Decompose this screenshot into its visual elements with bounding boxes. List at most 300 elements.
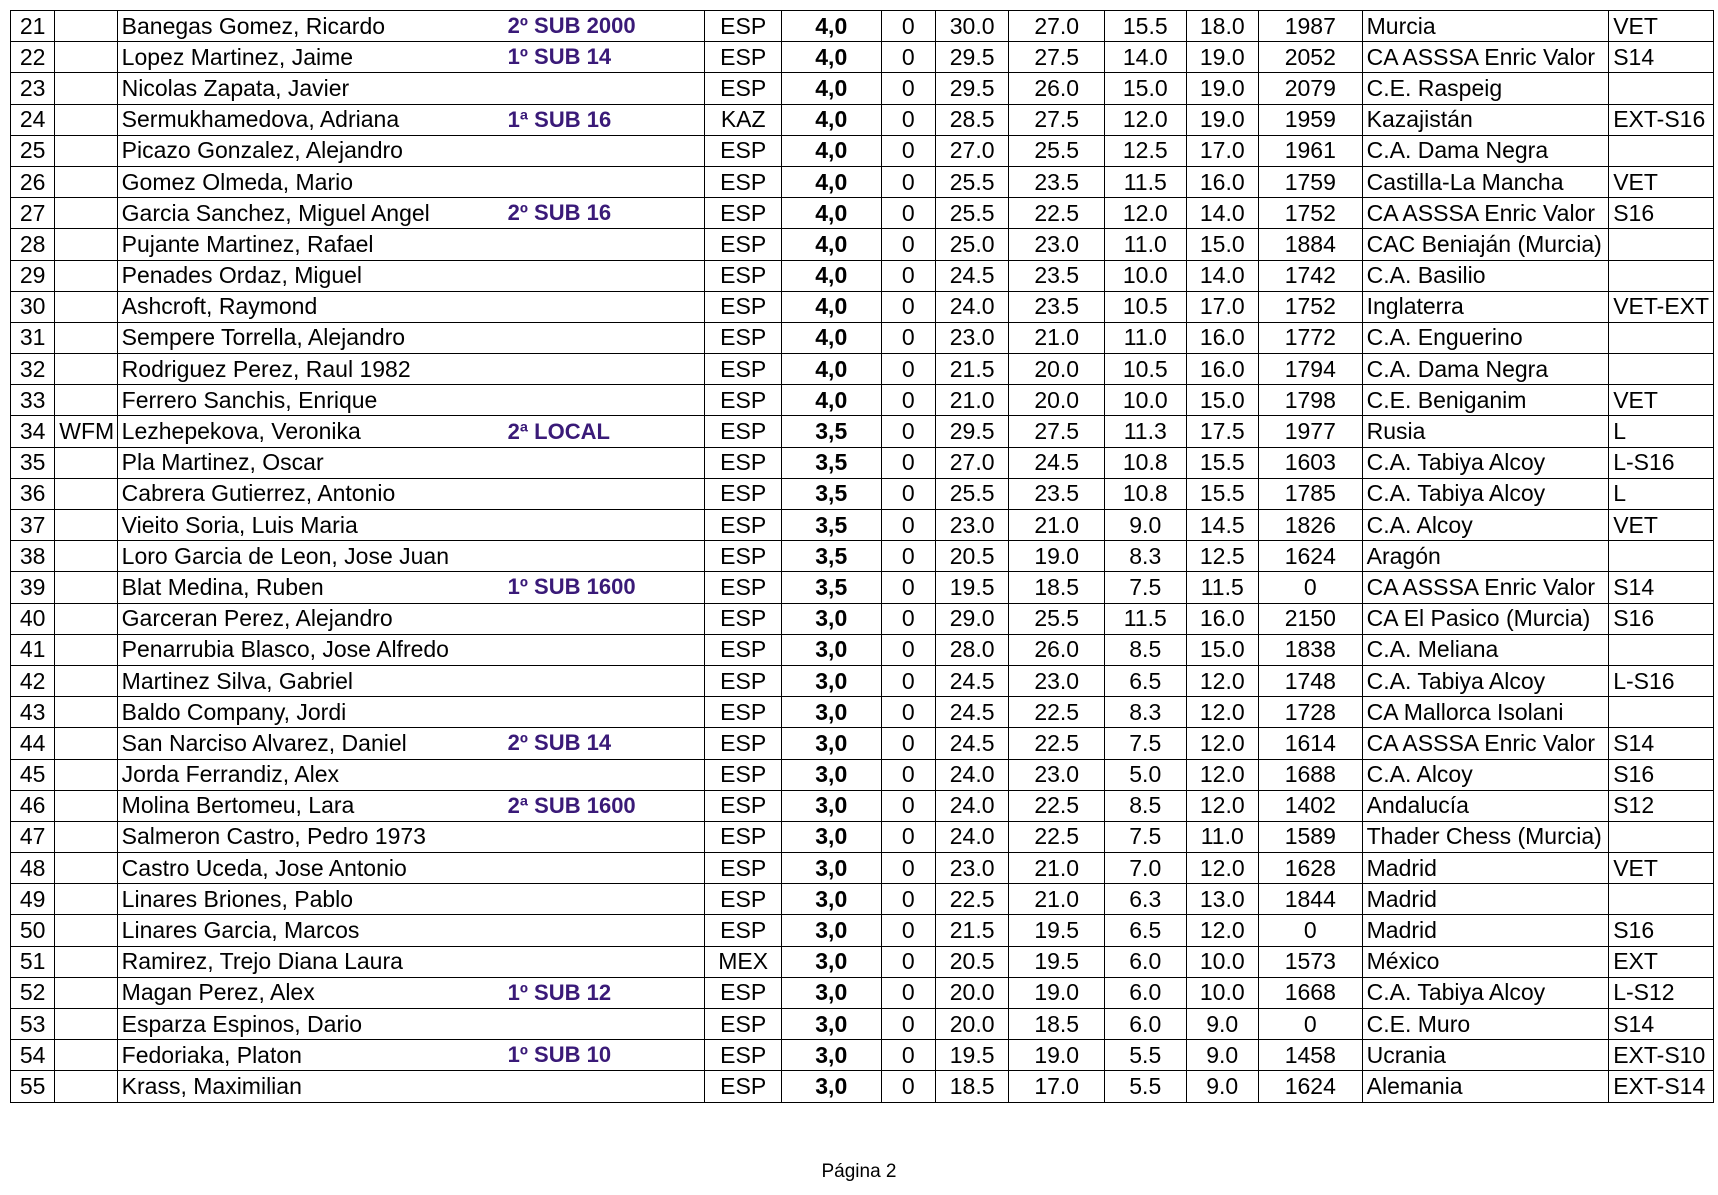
- points-cell: 4,0: [781, 322, 881, 353]
- federation-cell: ESP: [705, 135, 781, 166]
- name-cell: [117, 697, 705, 728]
- rating-cell: 1844: [1258, 884, 1362, 915]
- points-cell: 3,0: [781, 728, 881, 759]
- federation-cell: ESP: [705, 291, 781, 322]
- rating-cell: 1759: [1258, 166, 1362, 197]
- club-cell: CA ASSSA Enric Valor: [1362, 572, 1609, 603]
- title-cell: [55, 354, 117, 385]
- tiebreak-4-cell: 15.5: [1186, 478, 1258, 509]
- rank-cell: 25: [11, 135, 55, 166]
- tiebreak-3-cell: 14.0: [1105, 42, 1187, 73]
- tiebreak-2-cell: 23.5: [1009, 478, 1105, 509]
- category-cell: VET-EXT: [1609, 291, 1714, 322]
- rank-cell: 45: [11, 759, 55, 790]
- score-zero-cell: 0: [881, 603, 935, 634]
- score-zero-cell: 0: [881, 728, 935, 759]
- player-name: Linares Garcia, Marcos: [121, 917, 360, 944]
- club-cell: Madrid: [1362, 915, 1609, 946]
- rating-cell: 0: [1258, 1009, 1362, 1040]
- score-zero-cell: 0: [881, 665, 935, 696]
- tiebreak-4-cell: 9.0: [1186, 1009, 1258, 1040]
- tiebreak-2-cell: 23.5: [1009, 260, 1105, 291]
- tiebreak-1-cell: 29.5: [935, 42, 1008, 73]
- rating-cell: 1987: [1258, 11, 1362, 42]
- score-zero-cell: 0: [881, 447, 935, 478]
- player-name: Pla Martinez, Oscar: [121, 449, 324, 476]
- federation-cell: MEX: [705, 946, 781, 977]
- tiebreak-3-cell: 10.8: [1105, 447, 1187, 478]
- tiebreak-4-cell: 19.0: [1186, 73, 1258, 104]
- rank-cell: 42: [11, 665, 55, 696]
- score-zero-cell: 0: [881, 572, 935, 603]
- table-row: [11, 104, 1714, 135]
- category-cell: VET: [1609, 853, 1714, 884]
- score-zero-cell: 0: [881, 135, 935, 166]
- tiebreak-2-cell: 22.5: [1009, 697, 1105, 728]
- tiebreak-3-cell: 15.0: [1105, 73, 1187, 104]
- tiebreak-1-cell: 24.5: [935, 260, 1008, 291]
- club-cell: Murcia: [1362, 11, 1609, 42]
- score-zero-cell: 0: [881, 915, 935, 946]
- club-cell: CA Mallorca Isolani: [1362, 697, 1609, 728]
- tiebreak-1-cell: 25.5: [935, 478, 1008, 509]
- table-row: [11, 728, 1714, 759]
- rating-cell: 1624: [1258, 541, 1362, 572]
- club-cell: Madrid: [1362, 853, 1609, 884]
- club-cell: CAC Beniaján (Murcia): [1362, 229, 1609, 260]
- rating-cell: 2079: [1258, 73, 1362, 104]
- tiebreak-4-cell: 16.0: [1186, 354, 1258, 385]
- score-zero-cell: 0: [881, 759, 935, 790]
- federation-cell: ESP: [705, 665, 781, 696]
- title-cell: [55, 42, 117, 73]
- tiebreak-2-cell: 22.5: [1009, 198, 1105, 229]
- score-zero-cell: 0: [881, 853, 935, 884]
- rank-cell: 40: [11, 603, 55, 634]
- tiebreak-4-cell: 17.0: [1186, 135, 1258, 166]
- rank-cell: 48: [11, 853, 55, 884]
- tiebreak-2-cell: 21.0: [1009, 853, 1105, 884]
- name-cell: [117, 322, 705, 353]
- points-cell: 4,0: [781, 42, 881, 73]
- score-zero-cell: 0: [881, 104, 935, 135]
- federation-cell: ESP: [705, 11, 781, 42]
- tiebreak-4-cell: 12.0: [1186, 853, 1258, 884]
- name-cell: [117, 510, 705, 541]
- rating-cell: 1458: [1258, 1040, 1362, 1071]
- table-row: [11, 73, 1714, 104]
- federation-cell: ESP: [705, 634, 781, 665]
- player-name: Garcia Sanchez, Miguel Angel: [121, 199, 430, 226]
- tiebreak-2-cell: 18.5: [1009, 572, 1105, 603]
- category-cell: S16: [1609, 759, 1714, 790]
- rank-cell: 23: [11, 73, 55, 104]
- score-zero-cell: 0: [881, 198, 935, 229]
- tiebreak-3-cell: 10.0: [1105, 260, 1187, 291]
- rank-cell: 49: [11, 884, 55, 915]
- rank-cell: 36: [11, 478, 55, 509]
- table-row: [11, 229, 1714, 260]
- tiebreak-2-cell: 20.0: [1009, 385, 1105, 416]
- category-cell: [1609, 634, 1714, 665]
- tiebreak-1-cell: 19.5: [935, 572, 1008, 603]
- title-cell: WFM: [55, 416, 117, 447]
- points-cell: 3,0: [781, 1071, 881, 1102]
- tiebreak-1-cell: 23.0: [935, 853, 1008, 884]
- tiebreak-4-cell: 10.0: [1186, 977, 1258, 1008]
- title-cell: [55, 291, 117, 322]
- prize-label: 1º SUB 1600: [507, 574, 636, 600]
- points-cell: 3,0: [781, 1009, 881, 1040]
- tiebreak-3-cell: 11.3: [1105, 416, 1187, 447]
- title-cell: [55, 665, 117, 696]
- rating-cell: 1603: [1258, 447, 1362, 478]
- name-cell: [117, 1071, 705, 1102]
- table-row: [11, 1040, 1714, 1071]
- title-cell: [55, 1040, 117, 1071]
- tiebreak-3-cell: 8.3: [1105, 697, 1187, 728]
- title-cell: [55, 11, 117, 42]
- table-row: [11, 759, 1714, 790]
- table-row: [11, 42, 1714, 73]
- tiebreak-3-cell: 7.5: [1105, 728, 1187, 759]
- player-name: Pujante Martinez, Rafael: [121, 230, 374, 257]
- rank-cell: 55: [11, 1071, 55, 1102]
- tiebreak-2-cell: 24.5: [1009, 447, 1105, 478]
- club-cell: C.A. Meliana: [1362, 634, 1609, 665]
- rating-cell: 1748: [1258, 665, 1362, 696]
- prize-label: 2ª LOCAL: [507, 418, 610, 444]
- tiebreak-4-cell: 19.0: [1186, 104, 1258, 135]
- category-cell: [1609, 884, 1714, 915]
- points-cell: 3,0: [781, 1040, 881, 1071]
- title-cell: [55, 322, 117, 353]
- table-row: [11, 354, 1714, 385]
- rank-cell: 53: [11, 1009, 55, 1040]
- tiebreak-1-cell: 21.5: [935, 915, 1008, 946]
- tiebreak-2-cell: 18.5: [1009, 1009, 1105, 1040]
- points-cell: 3,5: [781, 478, 881, 509]
- club-cell: C.A. Alcoy: [1362, 759, 1609, 790]
- federation-cell: ESP: [705, 322, 781, 353]
- title-cell: [55, 1009, 117, 1040]
- prize-label: 1º SUB 12: [507, 979, 612, 1005]
- federation-cell: ESP: [705, 1040, 781, 1071]
- tiebreak-2-cell: 23.0: [1009, 665, 1105, 696]
- rating-cell: 1742: [1258, 260, 1362, 291]
- table-row: [11, 884, 1714, 915]
- rating-cell: 1573: [1258, 946, 1362, 977]
- tiebreak-3-cell: 6.3: [1105, 884, 1187, 915]
- category-cell: S14: [1609, 1009, 1714, 1040]
- tiebreak-1-cell: 24.0: [935, 821, 1008, 852]
- rating-cell: 2052: [1258, 42, 1362, 73]
- club-cell: Rusia: [1362, 416, 1609, 447]
- table-row: [11, 697, 1714, 728]
- rank-cell: 26: [11, 166, 55, 197]
- tiebreak-4-cell: 15.0: [1186, 385, 1258, 416]
- club-cell: Kazajistán: [1362, 104, 1609, 135]
- federation-cell: ESP: [705, 447, 781, 478]
- prize-label: 1º SUB 14: [507, 44, 612, 70]
- tiebreak-1-cell: 20.0: [935, 977, 1008, 1008]
- rank-cell: 31: [11, 322, 55, 353]
- rating-cell: 1826: [1258, 510, 1362, 541]
- points-cell: 3,5: [781, 416, 881, 447]
- score-zero-cell: 0: [881, 291, 935, 322]
- tiebreak-1-cell: 25.0: [935, 229, 1008, 260]
- name-cell: [117, 759, 705, 790]
- rating-cell: 1728: [1258, 697, 1362, 728]
- rank-cell: 50: [11, 915, 55, 946]
- rank-cell: 47: [11, 821, 55, 852]
- tiebreak-1-cell: 24.5: [935, 665, 1008, 696]
- table-row: [11, 572, 1714, 603]
- name-cell: [117, 11, 705, 42]
- tiebreak-3-cell: 12.0: [1105, 104, 1187, 135]
- table-row: [11, 1009, 1714, 1040]
- federation-cell: ESP: [705, 728, 781, 759]
- table-row: [11, 603, 1714, 634]
- points-cell: 4,0: [781, 73, 881, 104]
- tiebreak-1-cell: 29.5: [935, 73, 1008, 104]
- category-cell: VET: [1609, 166, 1714, 197]
- score-zero-cell: 0: [881, 385, 935, 416]
- score-zero-cell: 0: [881, 634, 935, 665]
- tiebreak-3-cell: 11.5: [1105, 603, 1187, 634]
- score-zero-cell: 0: [881, 229, 935, 260]
- tiebreak-1-cell: 24.0: [935, 291, 1008, 322]
- federation-cell: ESP: [705, 915, 781, 946]
- score-zero-cell: 0: [881, 697, 935, 728]
- tiebreak-2-cell: 20.0: [1009, 354, 1105, 385]
- federation-cell: ESP: [705, 510, 781, 541]
- club-cell: C.A. Tabiya Alcoy: [1362, 478, 1609, 509]
- player-name: Banegas Gomez, Ricardo: [121, 12, 386, 39]
- score-zero-cell: 0: [881, 977, 935, 1008]
- tiebreak-4-cell: 17.5: [1186, 416, 1258, 447]
- category-cell: S16: [1609, 915, 1714, 946]
- tiebreak-2-cell: 22.5: [1009, 790, 1105, 821]
- rating-cell: 1614: [1258, 728, 1362, 759]
- category-cell: [1609, 229, 1714, 260]
- title-cell: [55, 728, 117, 759]
- name-cell: [117, 884, 705, 915]
- player-name: Salmeron Castro, Pedro 1973: [121, 823, 426, 850]
- rating-cell: 1772: [1258, 322, 1362, 353]
- tiebreak-3-cell: 10.0: [1105, 385, 1187, 416]
- rank-cell: 44: [11, 728, 55, 759]
- rank-cell: 29: [11, 260, 55, 291]
- tiebreak-3-cell: 11.0: [1105, 322, 1187, 353]
- tiebreak-2-cell: 22.5: [1009, 821, 1105, 852]
- tiebreak-1-cell: 20.5: [935, 946, 1008, 977]
- tiebreak-2-cell: 23.0: [1009, 229, 1105, 260]
- tiebreak-3-cell: 5.0: [1105, 759, 1187, 790]
- rank-cell: 46: [11, 790, 55, 821]
- table-row: [11, 541, 1714, 572]
- tiebreak-2-cell: 19.5: [1009, 946, 1105, 977]
- club-cell: C.A. Tabiya Alcoy: [1362, 977, 1609, 1008]
- tiebreak-1-cell: 21.0: [935, 385, 1008, 416]
- points-cell: 3,0: [781, 884, 881, 915]
- rank-cell: 30: [11, 291, 55, 322]
- player-name: Baldo Company, Jordi: [121, 698, 347, 725]
- federation-cell: ESP: [705, 166, 781, 197]
- category-cell: L-S16: [1609, 447, 1714, 478]
- points-cell: 3,0: [781, 697, 881, 728]
- title-cell: [55, 541, 117, 572]
- tiebreak-4-cell: 14.0: [1186, 198, 1258, 229]
- category-cell: S12: [1609, 790, 1714, 821]
- name-cell: [117, 946, 705, 977]
- points-cell: 4,0: [781, 135, 881, 166]
- points-cell: 4,0: [781, 166, 881, 197]
- table-row: [11, 322, 1714, 353]
- club-cell: Madrid: [1362, 884, 1609, 915]
- tiebreak-4-cell: 12.0: [1186, 790, 1258, 821]
- tiebreak-1-cell: 24.0: [935, 759, 1008, 790]
- rating-cell: 1402: [1258, 790, 1362, 821]
- tiebreak-1-cell: 30.0: [935, 11, 1008, 42]
- score-zero-cell: 0: [881, 946, 935, 977]
- federation-cell: KAZ: [705, 104, 781, 135]
- category-cell: EXT-S14: [1609, 1071, 1714, 1102]
- tiebreak-3-cell: 8.5: [1105, 790, 1187, 821]
- rating-cell: 1977: [1258, 416, 1362, 447]
- tiebreak-1-cell: 24.5: [935, 728, 1008, 759]
- tiebreak-4-cell: 13.0: [1186, 884, 1258, 915]
- tiebreak-1-cell: 29.5: [935, 416, 1008, 447]
- tiebreak-1-cell: 24.0: [935, 790, 1008, 821]
- player-name: Penades Ordaz, Miguel: [121, 262, 363, 289]
- standings-table: [10, 10, 1714, 1103]
- player-name: Gomez Olmeda, Mario: [121, 168, 354, 195]
- title-cell: [55, 260, 117, 291]
- tiebreak-4-cell: 15.0: [1186, 634, 1258, 665]
- name-cell: [117, 603, 705, 634]
- table-row: [11, 11, 1714, 42]
- tiebreak-4-cell: 18.0: [1186, 11, 1258, 42]
- score-zero-cell: 0: [881, 1071, 935, 1102]
- tiebreak-1-cell: 19.5: [935, 1040, 1008, 1071]
- points-cell: 4,0: [781, 260, 881, 291]
- table-row: [11, 977, 1714, 1008]
- name-cell: [117, 478, 705, 509]
- club-cell: Alemania: [1362, 1071, 1609, 1102]
- rank-cell: 34: [11, 416, 55, 447]
- tiebreak-3-cell: 7.5: [1105, 821, 1187, 852]
- category-cell: S16: [1609, 603, 1714, 634]
- score-zero-cell: 0: [881, 73, 935, 104]
- tiebreak-4-cell: 11.5: [1186, 572, 1258, 603]
- federation-cell: ESP: [705, 73, 781, 104]
- club-cell: Ucrania: [1362, 1040, 1609, 1071]
- points-cell: 3,0: [781, 665, 881, 696]
- score-zero-cell: 0: [881, 416, 935, 447]
- tiebreak-3-cell: 8.5: [1105, 634, 1187, 665]
- score-zero-cell: 0: [881, 541, 935, 572]
- score-zero-cell: 0: [881, 11, 935, 42]
- name-cell: [117, 853, 705, 884]
- tiebreak-1-cell: 28.0: [935, 634, 1008, 665]
- rating-cell: 1785: [1258, 478, 1362, 509]
- points-cell: 4,0: [781, 291, 881, 322]
- table-row: [11, 510, 1714, 541]
- title-cell: [55, 915, 117, 946]
- club-cell: C.E. Raspeig: [1362, 73, 1609, 104]
- player-name: Martinez Silva, Gabriel: [121, 667, 354, 694]
- prize-label: 1º SUB 10: [507, 1042, 612, 1068]
- tiebreak-4-cell: 12.0: [1186, 759, 1258, 790]
- rating-cell: 0: [1258, 572, 1362, 603]
- tiebreak-4-cell: 9.0: [1186, 1071, 1258, 1102]
- tiebreak-4-cell: 12.0: [1186, 915, 1258, 946]
- tiebreak-2-cell: 27.5: [1009, 104, 1105, 135]
- title-cell: [55, 759, 117, 790]
- club-cell: Andalucía: [1362, 790, 1609, 821]
- category-cell: [1609, 354, 1714, 385]
- tiebreak-4-cell: 15.0: [1186, 229, 1258, 260]
- club-cell: C.A. Alcoy: [1362, 510, 1609, 541]
- rank-cell: 52: [11, 977, 55, 1008]
- federation-cell: ESP: [705, 572, 781, 603]
- rating-cell: 1884: [1258, 229, 1362, 260]
- federation-cell: ESP: [705, 478, 781, 509]
- category-cell: [1609, 821, 1714, 852]
- tiebreak-2-cell: 21.0: [1009, 884, 1105, 915]
- title-cell: [55, 229, 117, 260]
- tiebreak-3-cell: 9.0: [1105, 510, 1187, 541]
- name-cell: [117, 634, 705, 665]
- club-cell: CA ASSSA Enric Valor: [1362, 42, 1609, 73]
- category-cell: EXT-S10: [1609, 1040, 1714, 1071]
- player-name: Sempere Torrella, Alejandro: [121, 324, 406, 351]
- tiebreak-1-cell: 22.5: [935, 884, 1008, 915]
- rating-cell: 1961: [1258, 135, 1362, 166]
- points-cell: 3,0: [781, 790, 881, 821]
- federation-cell: ESP: [705, 603, 781, 634]
- points-cell: 4,0: [781, 104, 881, 135]
- player-name: Lezhepekova, Veronika: [121, 418, 361, 445]
- tiebreak-4-cell: 15.5: [1186, 447, 1258, 478]
- category-cell: [1609, 135, 1714, 166]
- title-cell: [55, 166, 117, 197]
- table-row: [11, 665, 1714, 696]
- category-cell: [1609, 73, 1714, 104]
- tiebreak-2-cell: 19.5: [1009, 915, 1105, 946]
- club-cell: C.E. Beniganim: [1362, 385, 1609, 416]
- federation-cell: ESP: [705, 759, 781, 790]
- club-cell: CA ASSSA Enric Valor: [1362, 198, 1609, 229]
- points-cell: 4,0: [781, 11, 881, 42]
- club-cell: C.A. Enguerino: [1362, 322, 1609, 353]
- tiebreak-4-cell: 10.0: [1186, 946, 1258, 977]
- category-cell: [1609, 322, 1714, 353]
- table-row: [11, 385, 1714, 416]
- rating-cell: 1668: [1258, 977, 1362, 1008]
- player-name: Garceran Perez, Alejandro: [121, 605, 393, 632]
- player-name: Nicolas Zapata, Javier: [121, 74, 350, 101]
- federation-cell: ESP: [705, 853, 781, 884]
- score-zero-cell: 0: [881, 42, 935, 73]
- federation-cell: ESP: [705, 198, 781, 229]
- prize-label: 2ª SUB 1600: [507, 792, 636, 818]
- club-cell: Castilla-La Mancha: [1362, 166, 1609, 197]
- tiebreak-3-cell: 7.0: [1105, 853, 1187, 884]
- tiebreak-2-cell: 19.0: [1009, 541, 1105, 572]
- category-cell: EXT-S16: [1609, 104, 1714, 135]
